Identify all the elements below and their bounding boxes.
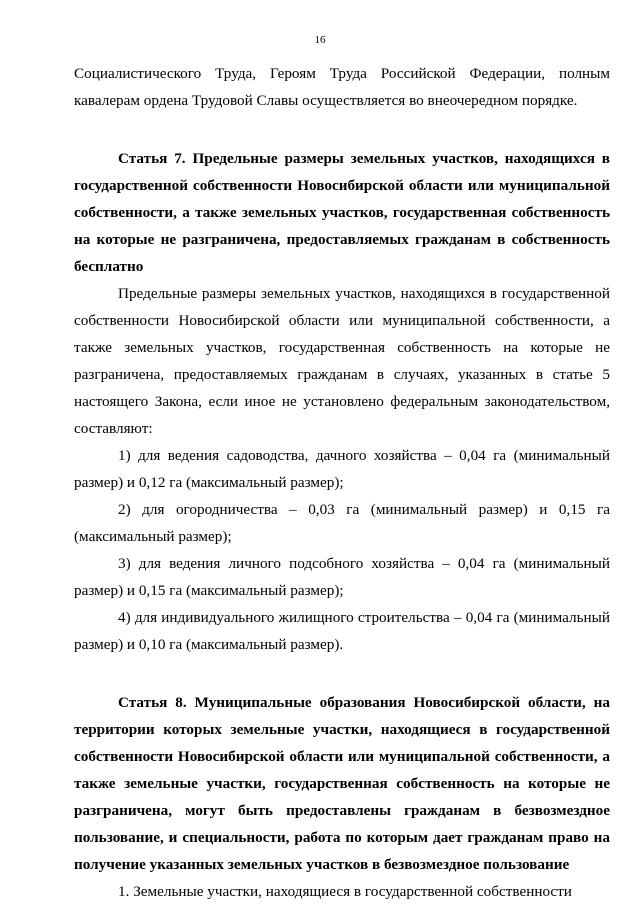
article-8-heading: Статья 8. Муниципальные образования Новосибирской области, на территории которых земельные участки, находящиеся в государственной собственности Новосибирской области или муниципальной собственности, а также земельные участки, государственная собственность на которые не разграничена, могут быть предоставлены гражданам в безвозмездное пользование, и специальности, работа по которым дает гражданам право на получение указанных земельных участков в безвозмездное пользование: [74, 694, 610, 873]
paragraph-continuation: Социалистического Труда, Героям Труда Российской Федерации, полным кавалерам ордена Трудовой Славы осуществляется во внеочередном порядке.: [74, 65, 610, 109]
document-body: [74, 60, 610, 905]
spacer: [74, 658, 610, 685]
article-7-heading: Статья 7. Предельные размеры земельных участков, находящихся в государственной собственности Новосибирской области или муниципальной собственности, а также земельных участков, государственная собственность на которые не разграничена, предоставляемых гражданам в собственность бесплатно: [74, 150, 610, 275]
page-number: 16: [314, 34, 326, 46]
article-7-intro: Предельные размеры земельных участков, находящихся в государственной собственности Новосибирской области или муниципальной собственности, а также земельных участков, государственная собственность на которые не разграничена, предоставляемых гражданам в случаях, указанных в статье 5 настоящего Закона, если иное не установлено федеральным законодательством, составляют:: [74, 285, 610, 437]
list-item-1: 1) для ведения садоводства, дачного хозяйства – 0,04 га (минимальный размер) и 0,12 га (максимальный размер);: [74, 447, 610, 491]
article-8-paragraph-1: 1. Земельные участки, находящиеся в государственной собственности: [118, 883, 572, 900]
spacer: [74, 114, 610, 141]
list-item-4: 4) для индивидуального жилищного строительства – 0,04 га (минимальный размер) и 0,10 га (максимальный размер).: [74, 609, 610, 653]
list-item-2: 2) для огородничества – 0,03 га (минимальный размер) и 0,15 га (максимальный размер);: [74, 501, 610, 545]
list-item-3: 3) для ведения личного подсобного хозяйства – 0,04 га (минимальный размер) и 0,15 га (максимальный размер);: [74, 555, 610, 599]
